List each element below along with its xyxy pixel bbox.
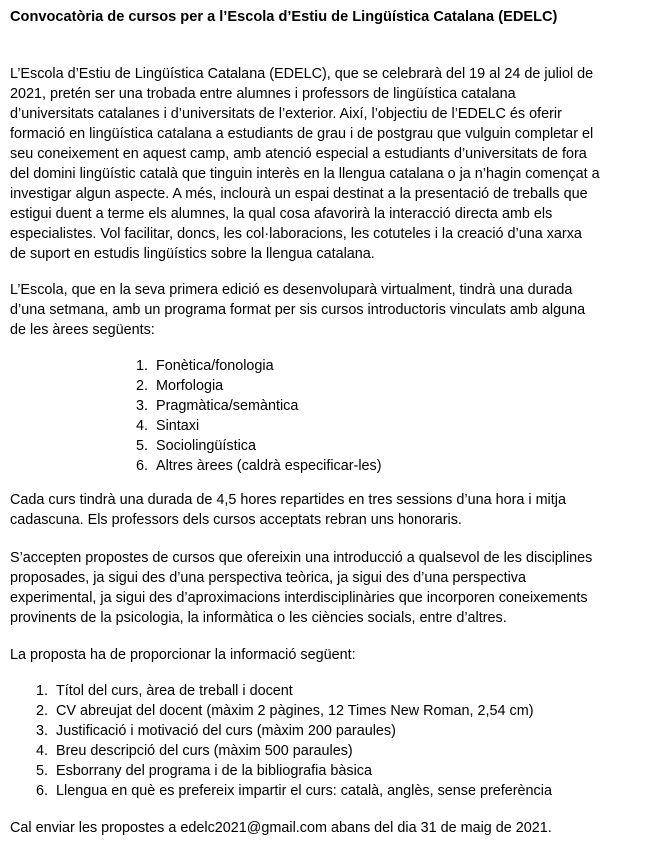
list-item-number: 2. — [135, 378, 148, 394]
paragraph-line: L’Escola, que en la seva primera edició es desenvoluparà virtualment, tindrà una durada — [10, 282, 573, 298]
escola-paragraph — [10, 280, 646, 340]
list-item-text: Morfologia — [156, 378, 224, 394]
paragraph-line: Cada curs tindrà una durada de 4,5 hores repartides en tres sessions d’una hora i mitja — [10, 492, 566, 508]
paragraph-line: proposades, ja sigui des d’una perspectiva teòrica, ja sigui des d’una perspectiva — [10, 570, 526, 586]
list-item-number: 3. — [35, 723, 48, 739]
paragraph-line: experimental, ja sigui des d’aproximacions interdisciplinàries que incorporen coneixements — [10, 590, 588, 606]
list-item-number: 1. — [35, 683, 48, 699]
list-item-number: 5. — [35, 763, 48, 779]
paragraph-line: Cal enviar les propostes a edelc2021@gmail.com abans del dia 31 de maig de 2021. — [10, 820, 552, 836]
list-item-number: 6. — [135, 458, 148, 474]
paragraph-line: S’accepten propostes de cursos que ofereixin una introducció a qualsevol de les disciplines — [10, 550, 593, 566]
list-item-text: Títol del curs, àrea de treball i docent — [56, 683, 293, 699]
list-item-text: Justificació i motivació del curs (màxim 200 paraules) — [56, 723, 396, 739]
closing-paragraph — [10, 818, 646, 838]
list-item-text: Esborrany del programa i de la bibliografia bàsica — [56, 763, 372, 779]
list-item-number: 5. — [135, 438, 148, 454]
paragraph-line: investigar algun aspecte. A més, inclourà un espai destinat a la presentació de treballs que — [10, 186, 588, 202]
list-item-number: 6. — [35, 783, 48, 799]
document-title: Convocatòria de cursos per a l’Escola d’Estiu de Lingüística Catalana (EDELC) — [10, 9, 558, 25]
list-item-text: Pragmàtica/semàntica — [156, 398, 299, 414]
list-item-number: 4. — [135, 418, 148, 434]
list-item-number: 1. — [135, 358, 148, 374]
list-item-text: Altres àrees (caldrà especificar-les) — [156, 458, 382, 474]
paragraph-line: seu coneixement en aquest camp, amb atenció especial a estudiants d’universitats de fora — [10, 146, 587, 162]
list-item-number: 2. — [35, 703, 48, 719]
list-item-text: CV abreujat del docent (màxim 2 pàgines, 12 Times New Roman, 2,54 cm) — [56, 703, 534, 719]
duration-paragraph — [10, 490, 646, 530]
paragraph-line: La proposta ha de proporcionar la informació següent: — [10, 647, 356, 663]
paragraph-line: d’universitats catalanes i d’universitats de l’exterior. Així, l’objectiu de l’EDELC és oferir — [10, 106, 562, 122]
paragraph-line: especialistes. Vol facilitar, doncs, les col·laboracions, les cotuteles i la creació d’una xarxa — [10, 226, 582, 242]
paragraph-line: estigui duent a terme els alumnes, la qual cosa afavorirà la interacció directa amb els — [10, 206, 553, 222]
paragraph-line: L’Escola d’Estiu de Lingüística Catalana (EDELC), que se celebrarà del 19 al 24 de juliol de — [10, 66, 594, 82]
list-item-number: 4. — [35, 743, 48, 759]
proposals-paragraph — [10, 548, 646, 628]
paragraph-line: de les àrees següents: — [10, 322, 155, 338]
paragraph-line: del domini lingüístic català que tinguin interès en la llengua catalana o ja n’hagin començat a — [10, 166, 600, 182]
list-item-text: Llengua en què es prefereix impartir el curs: català, anglès, sense preferència — [56, 783, 552, 799]
info-intro-paragraph — [10, 645, 646, 665]
paragraph-line: cadascuna. Els professors dels cursos acceptats rebran uns honoraris. — [10, 512, 462, 528]
list-item-number: 3. — [135, 398, 148, 414]
paragraph-line: formació en lingüística catalana a estudiants de grau i de postgrau que vulguin completar el — [10, 126, 594, 142]
list-item-text: Breu descripció del curs (màxim 500 paraules) — [56, 743, 353, 759]
paragraph-line: 2021, pretén ser una trobada entre alumnes i professors de lingüística catalana — [10, 86, 516, 102]
paragraph-line: d’una setmana, amb un programa format per sis cursos introductoris vinculats amb alguna — [10, 302, 586, 318]
list-item-text: Sociolingüística — [156, 438, 256, 454]
list-item-text: Fonètica/fonologia — [156, 358, 274, 374]
paragraph-line: provinents de la psicologia, la informàtica o les ciències socials, entre d’altres. — [10, 610, 507, 626]
intro-paragraph — [10, 64, 646, 264]
paragraph-line: de suport en estudis lingüístics sobre la llengua catalana. — [10, 246, 375, 262]
list-item-text: Sintaxi — [156, 418, 200, 434]
